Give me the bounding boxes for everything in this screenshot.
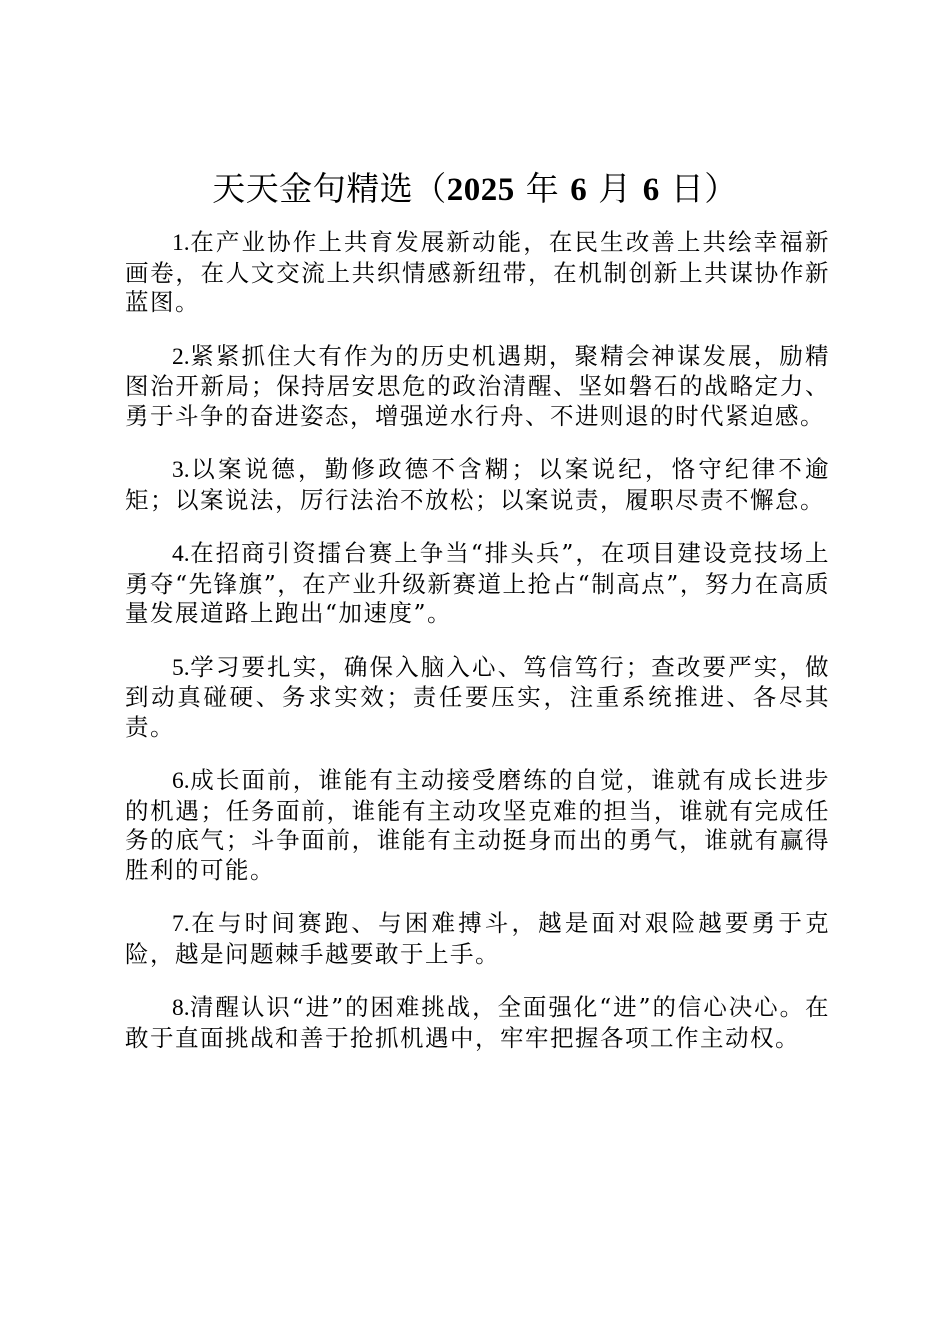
quote-index: 1. xyxy=(172,230,190,256)
page-title xyxy=(0,166,950,213)
quote-text: 在招商引资擂台赛上争当“排头兵”，在项目建设竞技场上勇夺“先锋旗”，在产业升级新赛道上抢占“制高点”，努力在高质量发展道路上跑出“加速度”。 xyxy=(125,539,830,627)
quote-item-1 xyxy=(125,228,830,318)
quote-text: 在产业协作上共育发展新动能，在民生改善上共绘幸福新画卷，在人文交流上共织情感新纽带，在机制创新上共谋协作新蓝图。 xyxy=(125,228,830,316)
title-month: 6 xyxy=(570,172,588,208)
quote-item-2 xyxy=(125,342,830,432)
quote-index: 8. xyxy=(172,995,190,1021)
quote-item-4 xyxy=(125,539,830,629)
quote-item-6 xyxy=(125,766,830,885)
title-year-unit: 年 xyxy=(514,169,571,208)
quote-item-8 xyxy=(125,993,830,1053)
quote-text: 成长面前，谁能有主动接受磨练的自觉，谁就有成长进步的机遇；任务面前，谁能有主动攻坚克难的担当，谁就有完成任务的底气；斗争面前，谁能有主动挺身而出的勇气，谁就有赢得胜利的可能。 xyxy=(125,766,830,884)
title-month-unit: 月 xyxy=(587,169,643,208)
quote-index: 7. xyxy=(172,911,190,937)
quote-index: 3. xyxy=(172,457,190,483)
quote-text: 清醒认识“进”的困难挑战，全面强化“进”的信心决心。在敢于直面挑战和善于抢抓机遇中，牢牢把握各项工作主动权。 xyxy=(125,993,830,1052)
quote-index: 2. xyxy=(172,343,190,370)
title-prefix: 天天金句精选（ xyxy=(212,169,447,208)
quote-index: 5. xyxy=(172,654,190,681)
quote-text: 以案说德，勤修政德不含糊；以案说纪，恪守纪律不逾矩；以案说法，厉行法治不放松；以案说责，履职尽责不懈怠。 xyxy=(125,455,830,514)
quote-index: 4. xyxy=(172,541,190,567)
quote-item-7 xyxy=(125,909,830,969)
quote-list xyxy=(125,228,830,1077)
title-suffix: 日） xyxy=(659,169,738,208)
quote-text: 学习要扎实，确保入脑入心、笃信笃行；查改要严实，做到动真碰硬、务求实效；责任要压实，注重系统推进、各尽其责。 xyxy=(125,652,830,741)
title-day: 6 xyxy=(642,172,660,208)
quote-text: 紧紧抓住大有作为的历史机遇期，聚精会神谋发展，励精图治开新局；保持居安思危的政治清醒、坚如磐石的战略定力、勇于斗争的奋进姿态，增强逆水行舟、不进则退的时代紧迫感。 xyxy=(125,341,830,430)
quote-index: 6. xyxy=(172,768,190,794)
quote-text: 在与时间赛跑、与困难搏斗，越是面对艰险越要勇于克险，越是问题棘手越要敢于上手。 xyxy=(125,909,830,968)
quote-item-3 xyxy=(125,455,830,515)
quote-item-5 xyxy=(125,653,830,743)
title-year: 2025 xyxy=(446,172,515,208)
